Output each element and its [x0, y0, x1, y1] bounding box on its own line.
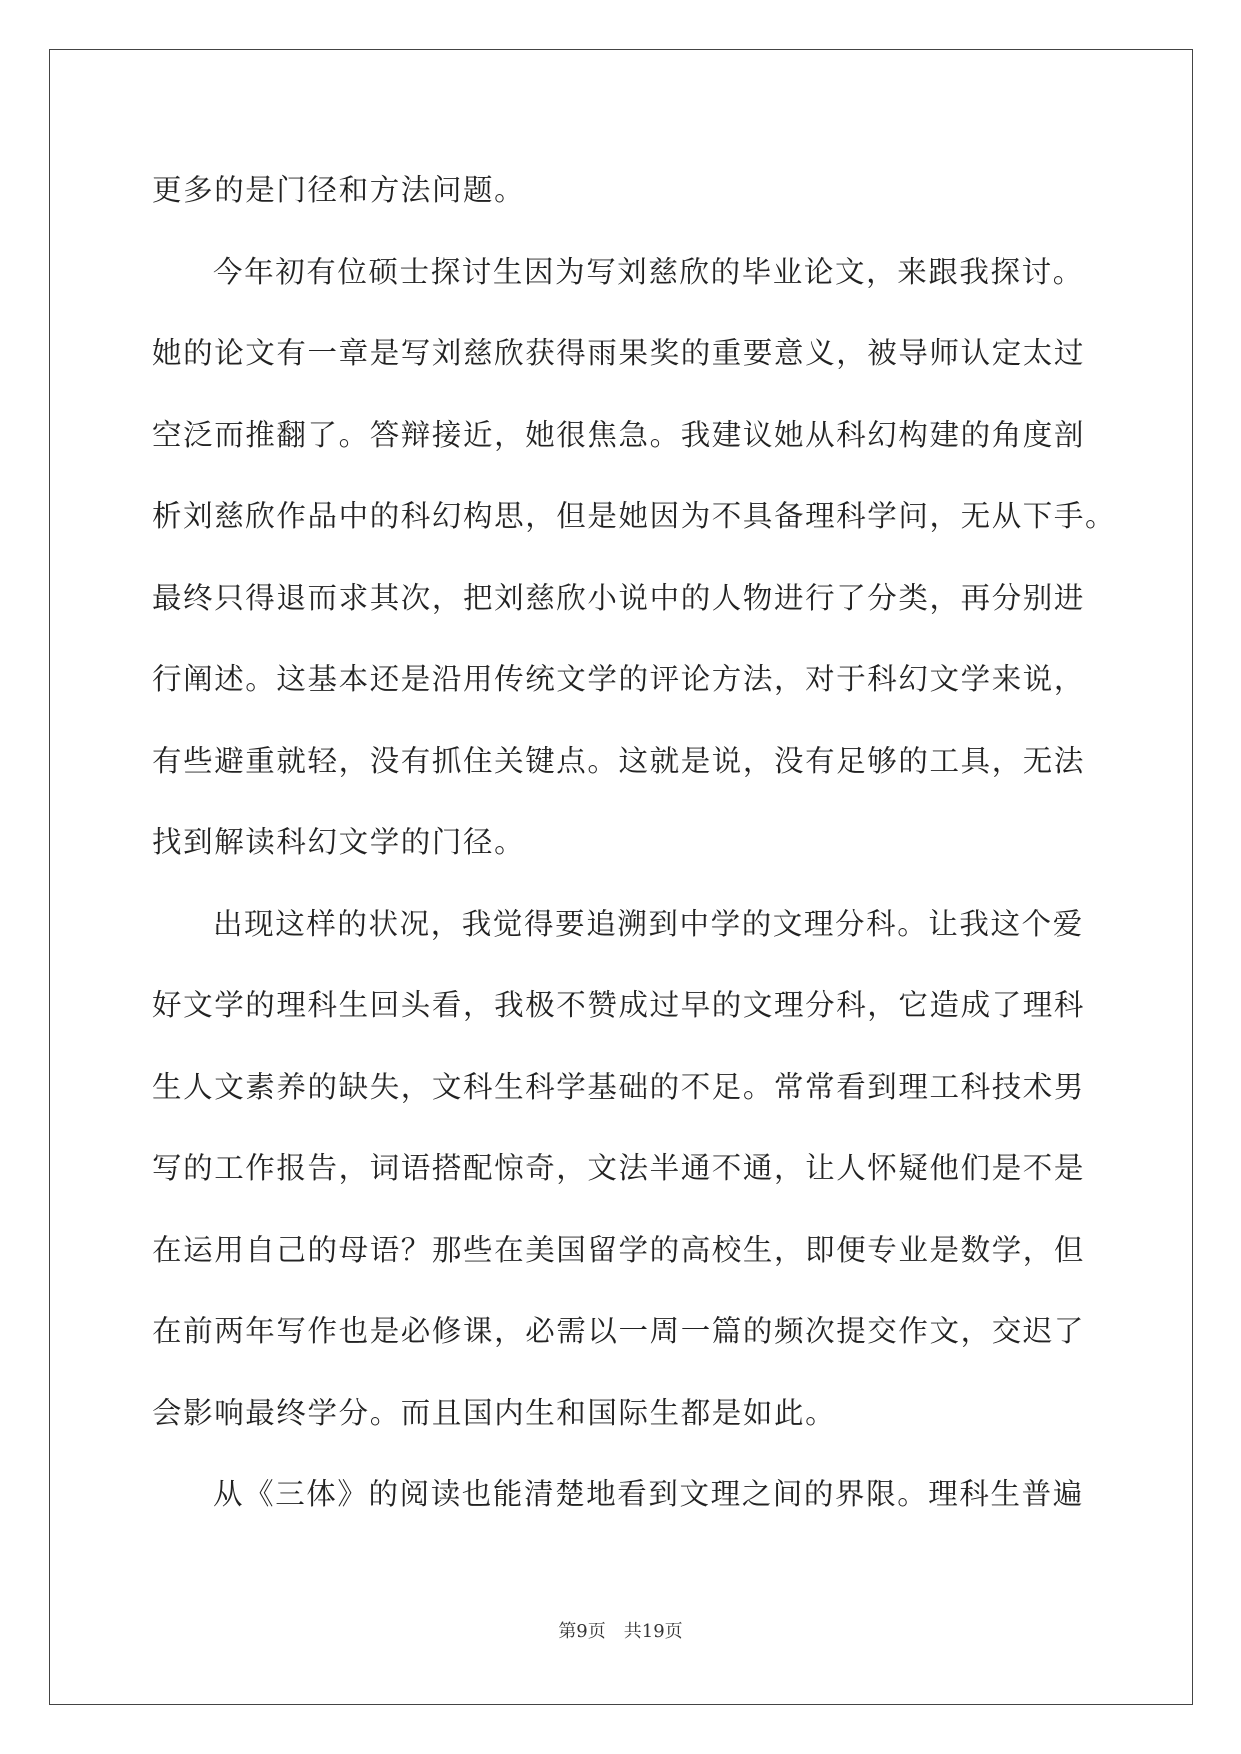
text-line: 空泛而推翻了。答辩接近，她很焦急。我建议她从科幻构建的角度剖 — [152, 417, 1086, 452]
document-body — [152, 160, 1117, 1546]
text-line: 找到解读科幻文学的门径。 — [152, 825, 526, 859]
text-line: 从《三体》的阅读也能清楚地看到文理之间的界限。理科生普遍 — [213, 1477, 1084, 1511]
page-total: 共19页 — [623, 1621, 683, 1642]
text-line: 在运用自己的母语？那些在美国留学的高校生，即便专业是数学，但 — [152, 1232, 1086, 1267]
text-line: 写的工作报告，词语搭配惊奇，文法半通不通，让人怀疑他们是不是 — [152, 1151, 1086, 1185]
text-line: 今年初有位硕士探讨生因为写刘慈欣的毕业论文，来跟我探讨。 — [213, 254, 1084, 289]
text-line: 最终只得退而求其次，把刘慈欣小说中的人物进行了分类，再分别进 — [152, 580, 1086, 615]
text-line: 在前两年写作也是必修课，必需以一周一篇的频次提交作文，交迟了 — [152, 1314, 1086, 1348]
text-line: 有些避重就轻，没有抓住关键点。这就是说，没有足够的工具，无法 — [152, 743, 1086, 778]
text-line: 她的论文有一章是写刘慈欣获得雨果奖的重要意义，被导师认定太过 — [152, 336, 1086, 370]
text-line: 行阐述。这基本还是沿用传统文学的评论方法，对于科幻文学来说， — [152, 662, 1086, 696]
page-number: 第9页 — [558, 1621, 606, 1642]
text-line: 析刘慈欣作品中的科幻构思，但是她因为不具备理科学问，无从下手。 — [152, 499, 1117, 533]
text-line: 会影响最终学分。而且国内生和国际生都是如此。 — [152, 1395, 837, 1430]
text-line: 出现这样的状况，我觉得要追溯到中学的文理分科。让我这个爱 — [213, 906, 1084, 941]
page-footer — [0, 1617, 1241, 1643]
text-line: 更多的是门径和方法问题。 — [152, 173, 526, 207]
text-line: 生人文素养的缺失，文科生科学基础的不足。常常看到理工科技术男 — [152, 1069, 1086, 1104]
text-line: 好文学的理科生回头看，我极不赞成过早的文理分科，它造成了理科 — [152, 988, 1086, 1022]
